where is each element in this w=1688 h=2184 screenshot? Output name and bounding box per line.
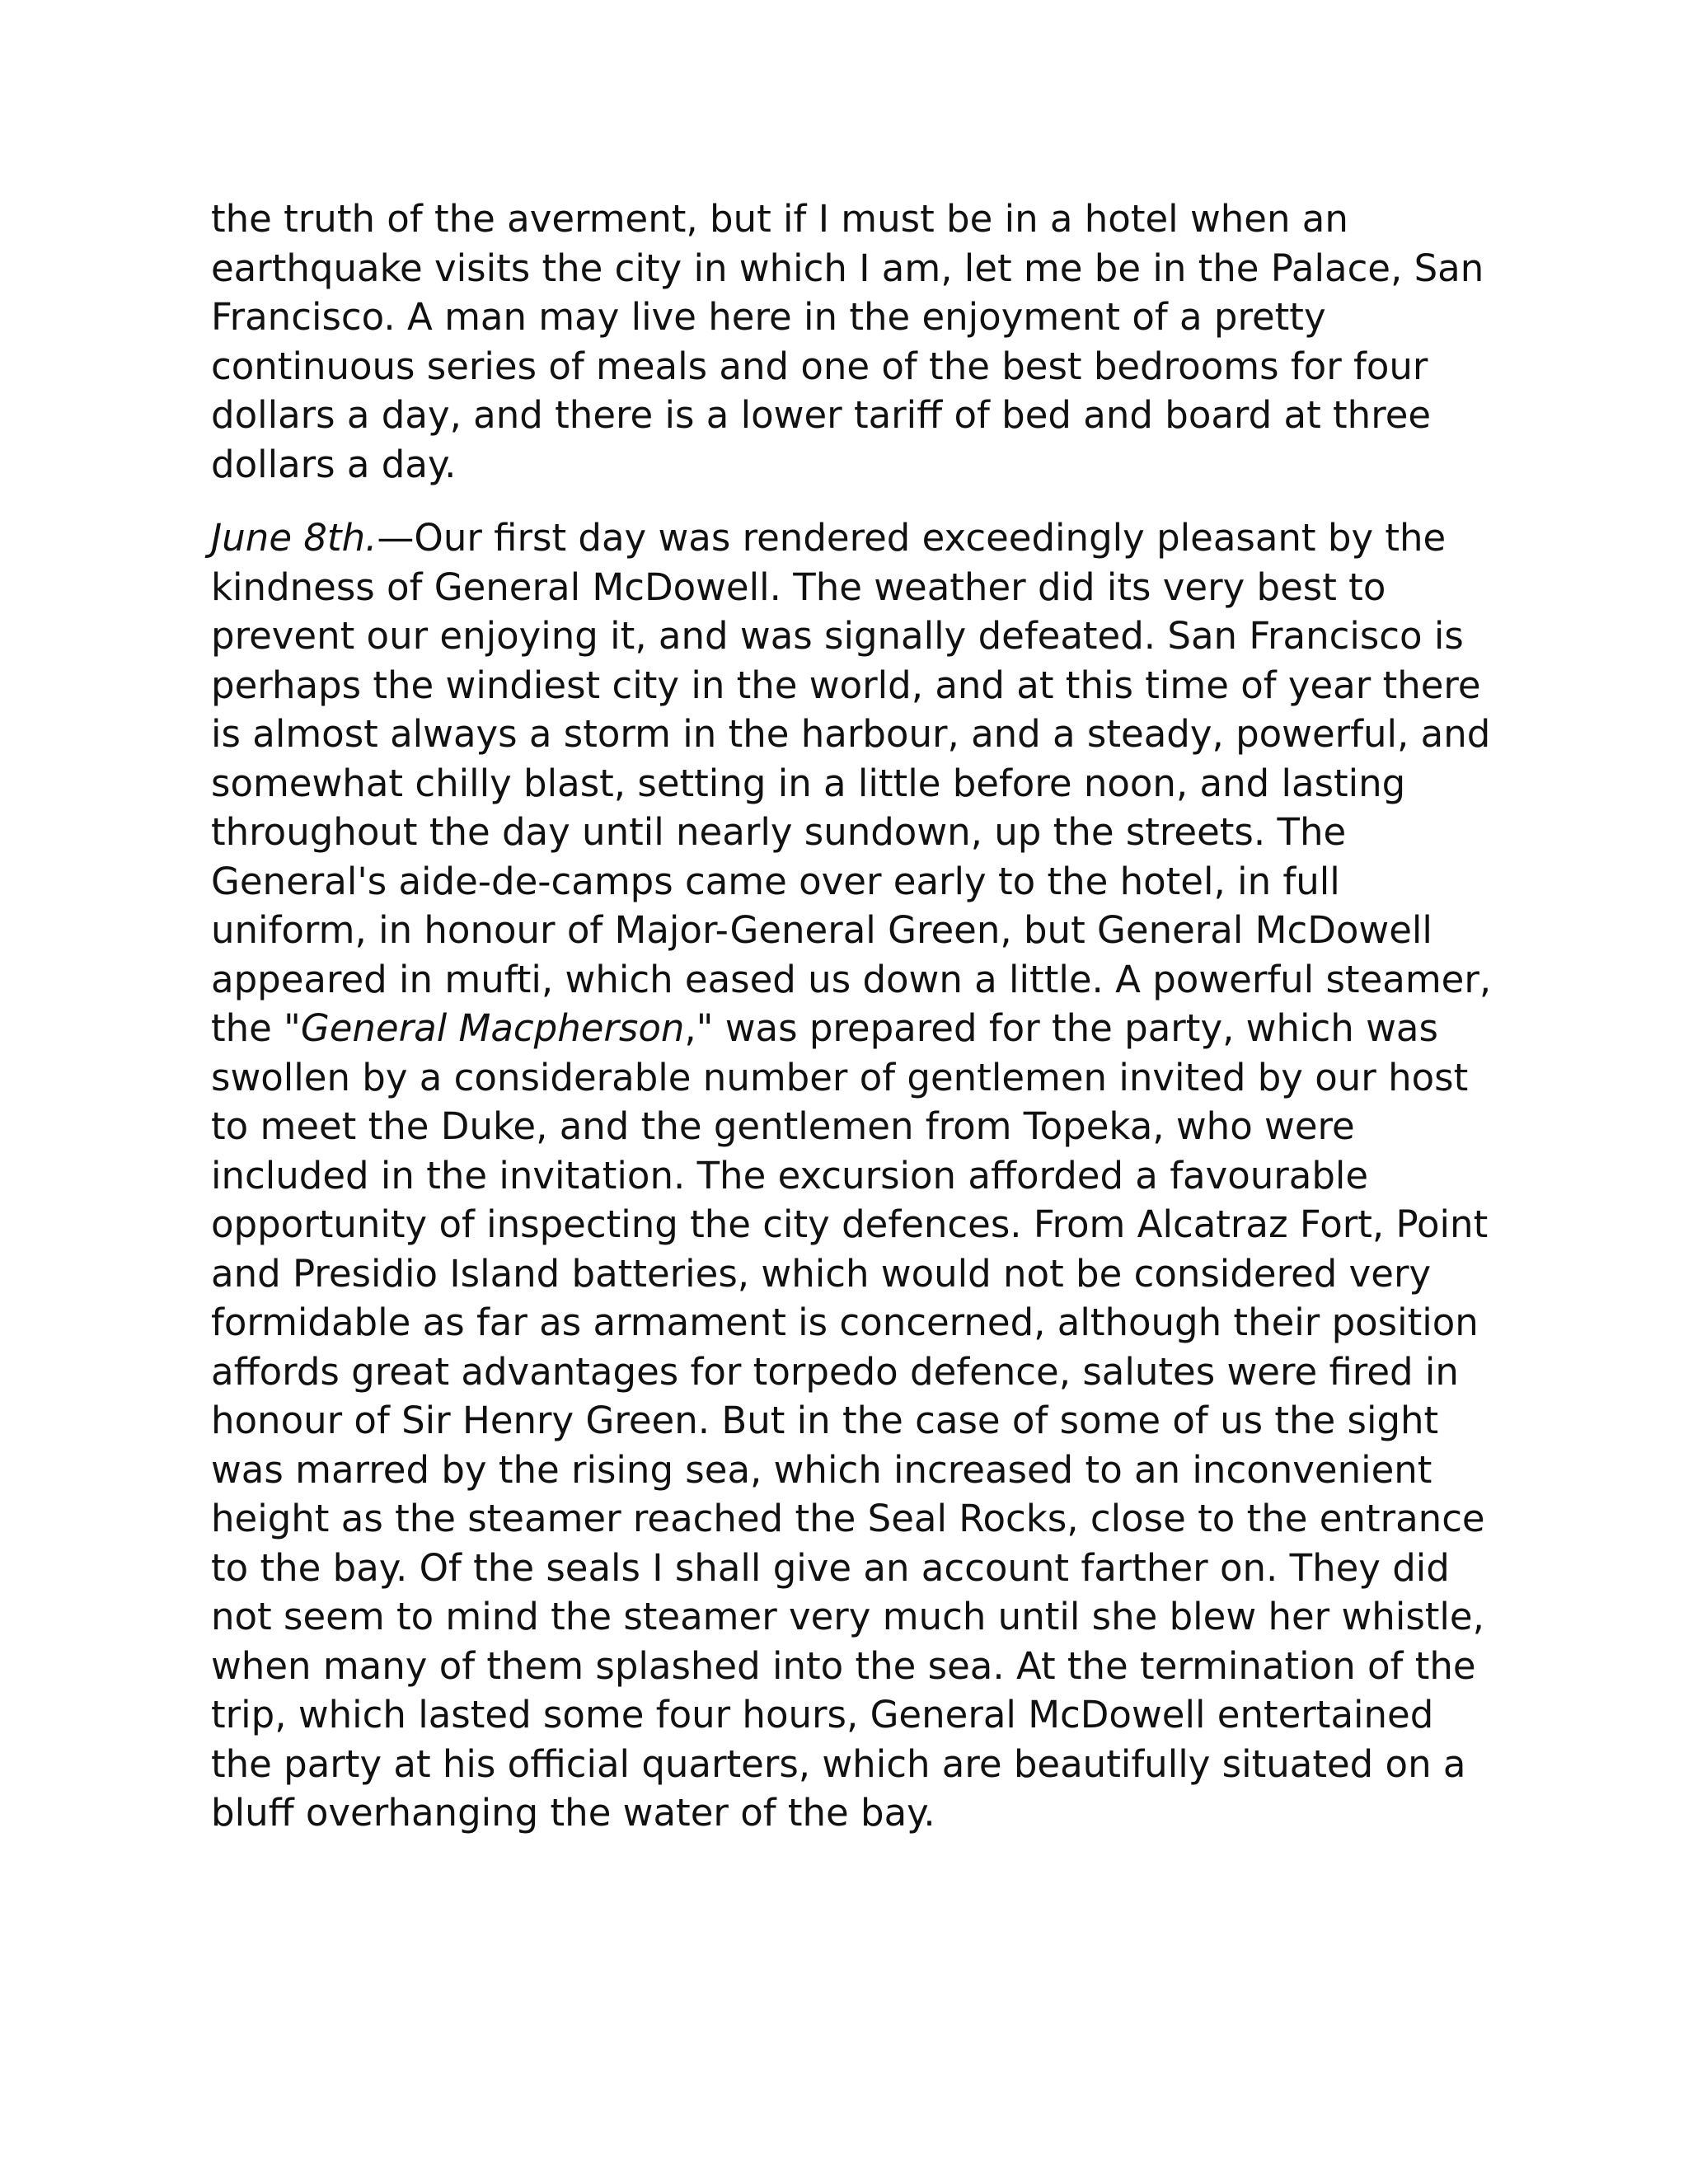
- text-line: continuous series of meals and one of the best bedrooms for four: [211, 344, 1428, 388]
- text-line: opportunity of inspecting the city defences. From Alcatraz Fort, Point: [211, 1202, 1489, 1246]
- text-line: when many of them splashed into the sea. At the termination of the: [211, 1643, 1476, 1688]
- date-heading: June 8th.: [211, 516, 377, 560]
- text-line: throughout the day until nearly sundown, up the streets. The: [211, 810, 1347, 854]
- text-line: dollars a day.: [211, 442, 457, 486]
- text-line: formidable as far as armament is concerned, although their position: [211, 1301, 1479, 1344]
- ship-name: General Macpherson: [300, 1006, 685, 1050]
- text-line: to the bay. Of the seals I shall give an account farther on. They did: [211, 1545, 1450, 1590]
- text-column: [211, 194, 1492, 1838]
- text-line: prevent our enjoying it, and was signally defeated. San Francisco is: [211, 614, 1464, 658]
- text-line: uniform, in honour of Major-General Green, but General McDowell: [211, 908, 1432, 952]
- text-line: Francisco. A man may live here in the enjoyment of a pretty: [211, 295, 1326, 339]
- text-line: kindness of General McDowell. The weather did its very best to: [211, 565, 1386, 609]
- text-line: the party at his official quarters, which are beautifully situated on a: [211, 1741, 1466, 1786]
- text-line: to meet the Duke, and the gentlemen from Topeka, who were: [211, 1104, 1355, 1148]
- text-line: trip, which lasted some four hours, General McDowell entertained: [211, 1693, 1434, 1736]
- paragraph-2: [211, 513, 1492, 1838]
- text-line: included in the invitation. The excursion afforded a favourable: [211, 1153, 1369, 1197]
- text-line: honour of Sir Henry Green. But in the case of some of us the sight: [211, 1399, 1439, 1442]
- text-line: appeared in mufti, which eased us down a little. A powerful steamer,: [211, 957, 1492, 1001]
- text-line: the truth of the averment, but if I must be in a hotel when an: [211, 197, 1348, 241]
- text-line: is almost always a storm in the harbour, and a steady, powerful, and: [211, 712, 1491, 756]
- text-line: perhaps the windiest city in the world, and at this time of year there: [211, 663, 1481, 707]
- text-line: June 8th.—Our first day was rendered exceedingly pleasant by the: [211, 516, 1447, 560]
- text-line: height as the steamer reached the Seal Rocks, close to the entrance: [211, 1497, 1485, 1540]
- text-line: bluff overhanging the water of the bay.: [211, 1791, 935, 1835]
- text-line: somewhat chilly blast, setting in a little before noon, and lasting: [211, 761, 1406, 805]
- paragraph-1: [211, 194, 1484, 489]
- text-line: the "General Macpherson," was prepared for the party, which was: [211, 1006, 1438, 1050]
- text-line: earthquake visits the city in which I am, let me be in the Palace, San: [211, 246, 1484, 290]
- text-line: swollen by a considerable number of gentlemen invited by our host: [211, 1055, 1469, 1099]
- text-line: dollars a day, and there is a lower tariff of bed and board at three: [211, 393, 1432, 437]
- text-line: General's aide-de-camps came over early to the hotel, in full: [211, 859, 1340, 903]
- text-line: was marred by the rising sea, which increased to an inconvenient: [211, 1447, 1432, 1492]
- text-line: affords great advantages for torpedo defence, salutes were fired in: [211, 1349, 1459, 1394]
- text-line: and Presidio Island batteries, which would not be considered very: [211, 1251, 1432, 1296]
- text-line: not seem to mind the steamer very much until she blew her whistle,: [211, 1595, 1484, 1638]
